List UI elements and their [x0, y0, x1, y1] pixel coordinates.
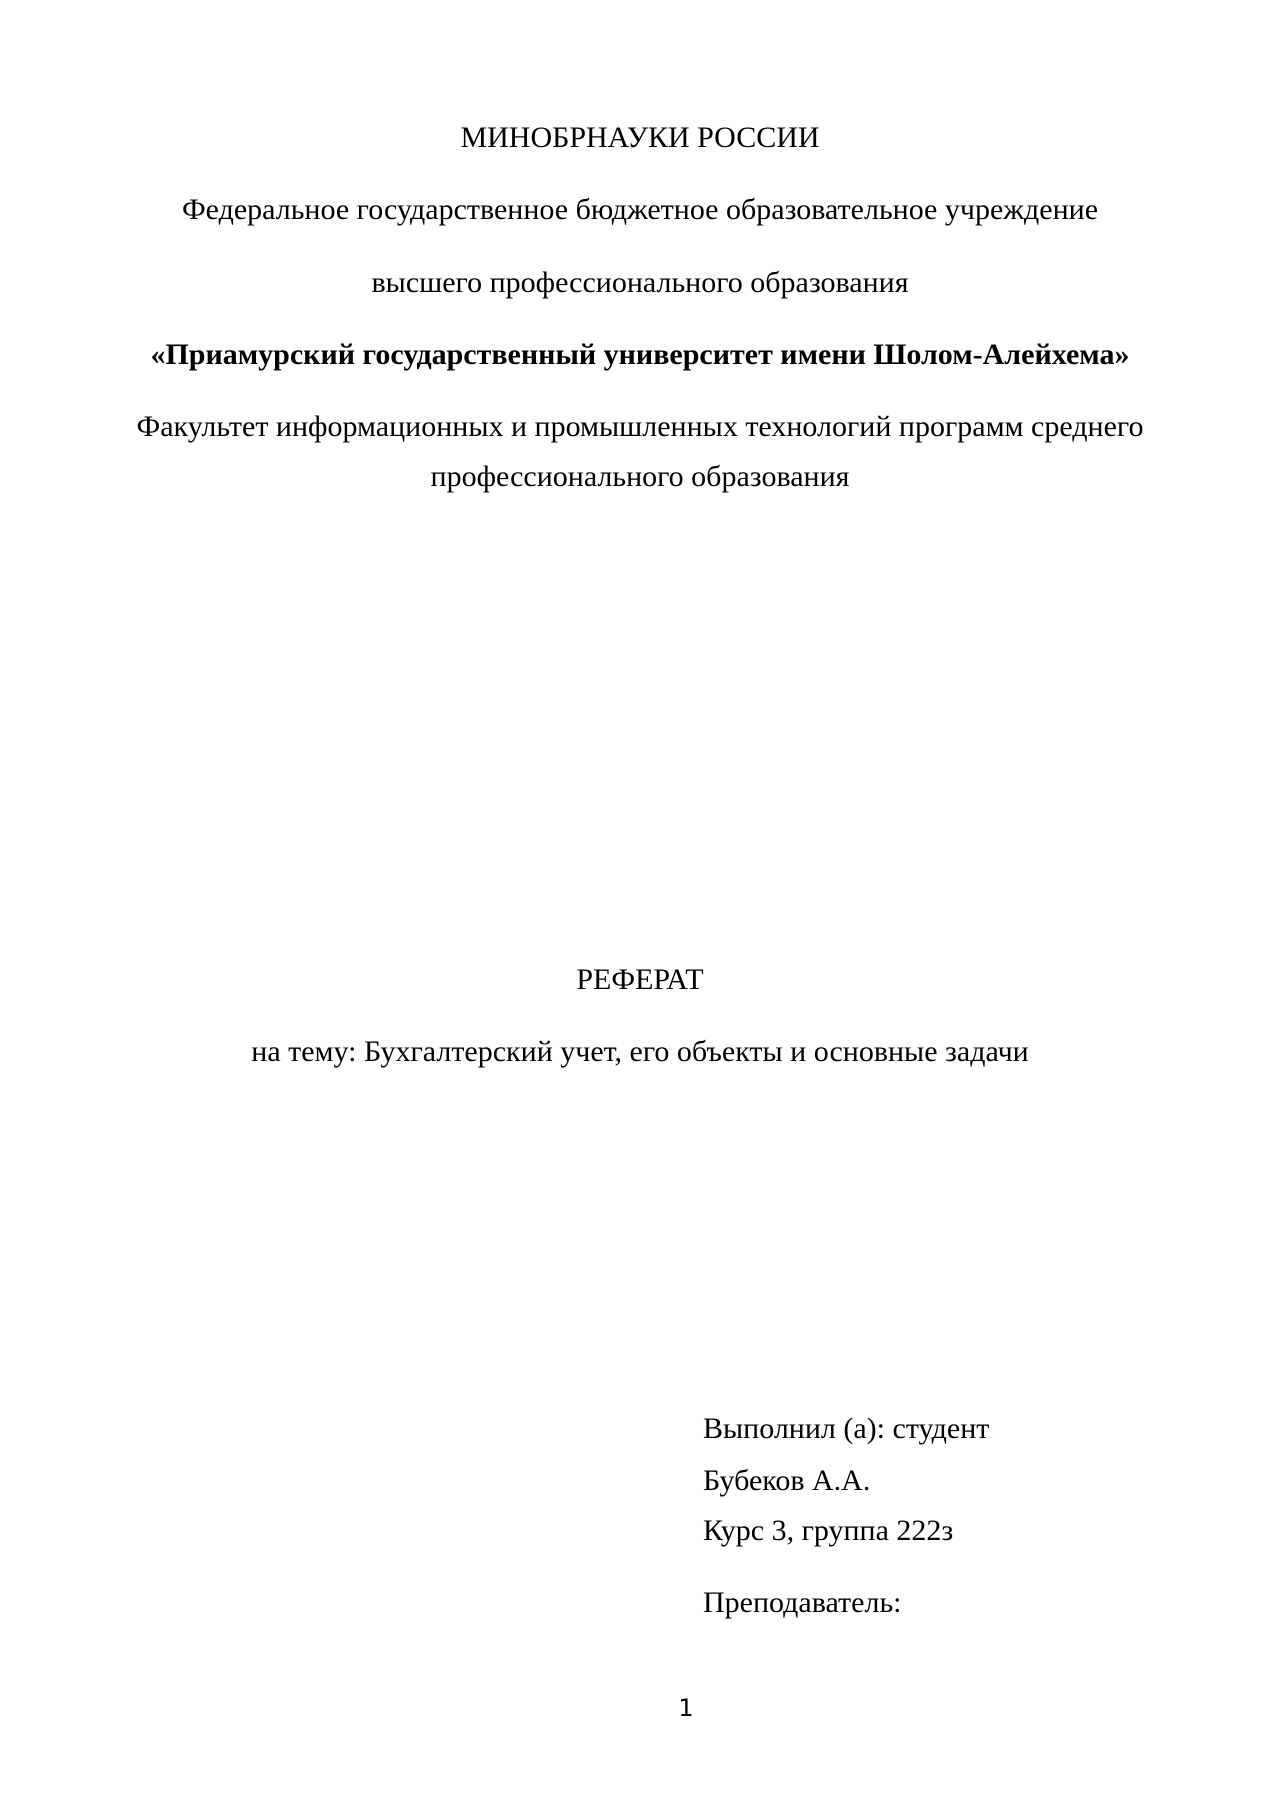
document-topic: на тему: Бухгалтерский учет, его объекты и основные задачи: [251, 1035, 1029, 1068]
page-number: 1: [678, 1694, 694, 1722]
teacher-label: Преподаватель:: [703, 1586, 902, 1619]
university-name: «Приамурский государственный университет имени Шолом-Алейхема»: [150, 338, 1130, 371]
ministry-heading: МИНОБРНАУКИ РОССИИ: [460, 121, 820, 154]
performed-by-label: Выполнил (а): студент: [703, 1412, 990, 1445]
course-group: Курс 3, группа 222з: [703, 1514, 954, 1547]
education-level: высшего профессионального образования: [371, 266, 909, 299]
faculty-line-1: Факультет информационных и промышленных технологий программ среднего: [136, 410, 1144, 443]
institution-type: Федеральное государственное бюджетное образовательное учреждение: [181, 193, 1099, 226]
faculty-line-2: профессионального образования: [430, 460, 850, 493]
student-name: Бубеков А.А.: [703, 1464, 871, 1497]
document-type-title: РЕФЕРАТ: [576, 963, 704, 996]
